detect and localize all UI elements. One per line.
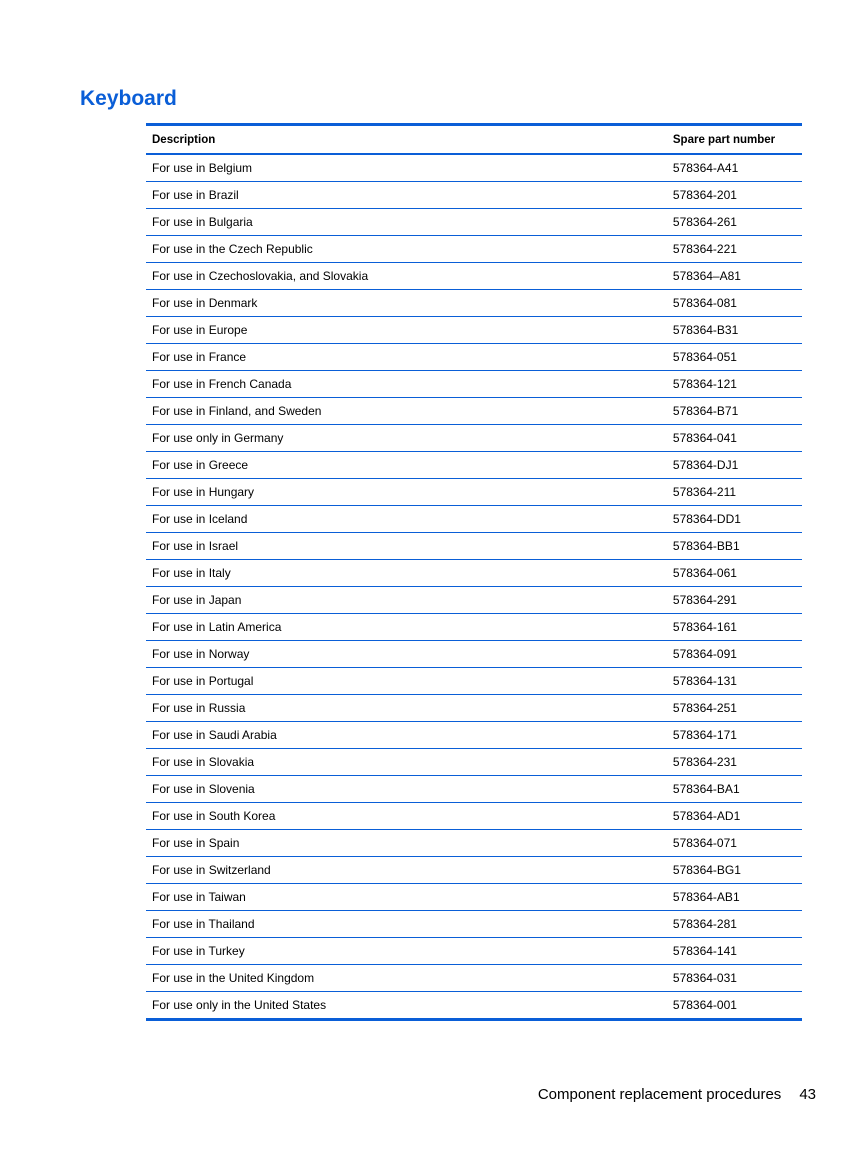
part-description-cell: For use in Europe	[146, 317, 667, 344]
spare-part-number-cell: 578364-DD1	[667, 506, 802, 533]
spare-part-number-cell: 578364-031	[667, 965, 802, 992]
spare-part-number-cell: 578364-141	[667, 938, 802, 965]
part-description-cell: For use in Saudi Arabia	[146, 722, 667, 749]
table-row	[146, 668, 802, 695]
part-description-cell: For use in Japan	[146, 587, 667, 614]
spare-part-number-cell: 578364-251	[667, 695, 802, 722]
part-description-cell: For use only in the United States	[152, 998, 327, 1012]
table-row	[146, 506, 802, 533]
spare-part-number-cell: 578364-131	[667, 668, 802, 695]
spare-part-number-cell: 578364-231	[667, 749, 802, 776]
table-row	[146, 722, 802, 749]
spare-part-number-cell: 578364-B71	[667, 398, 802, 425]
spare-part-number-cell: 578364-211	[667, 479, 802, 506]
page-footer	[538, 1085, 816, 1105]
table-row	[146, 317, 802, 344]
spare-part-number-cell: 578364-281	[667, 911, 802, 938]
table-row	[146, 992, 802, 1020]
part-description-cell: For use in Norway	[146, 641, 667, 668]
table-row	[146, 695, 802, 722]
table-row	[146, 452, 802, 479]
spare-part-number-cell: 578364-AB1	[667, 884, 802, 911]
table-row	[146, 614, 802, 641]
part-description-cell: For use in Spain	[146, 830, 667, 857]
table-row	[146, 209, 802, 236]
table-row	[146, 938, 802, 965]
spare-part-number-cell: 578364-201	[667, 182, 802, 209]
part-description-cell: For use in Brazil	[146, 182, 667, 209]
part-description-cell: For use in the United Kingdom	[146, 965, 667, 992]
spare-part-number-cell: 578364-DJ1	[667, 452, 802, 479]
table-row	[146, 803, 802, 830]
part-description-cell: For use in French Canada	[146, 371, 667, 398]
spare-part-number-cell: 578364-BA1	[667, 776, 802, 803]
spare-part-number-cell: 578364-081	[667, 290, 802, 317]
table-row	[146, 263, 802, 290]
part-description-cell: For use in Finland, and Sweden	[146, 398, 667, 425]
part-description-cell: For use in Taiwan	[146, 884, 667, 911]
spare-part-number-cell: 578364-BB1	[667, 533, 802, 560]
spare-part-number-cell: 578364-001	[672, 998, 737, 1012]
part-description-cell: For use in Slovenia	[146, 776, 667, 803]
table-row	[146, 371, 802, 398]
table-row	[146, 965, 802, 992]
part-description-cell: For use in Switzerland	[146, 857, 667, 884]
table-row	[146, 911, 802, 938]
part-description-cell: For use in Turkey	[146, 938, 667, 965]
table-header-row	[146, 125, 802, 155]
table-row	[146, 425, 802, 452]
column-header-spare-part-number: Spare part number	[667, 125, 802, 155]
table-row	[146, 290, 802, 317]
table-row	[146, 344, 802, 371]
spare-part-number-cell: 578364-291	[667, 587, 802, 614]
spare-part-number-cell: 578364-A41	[667, 154, 802, 182]
part-description-cell: For use in Greece	[146, 452, 667, 479]
table-row	[146, 749, 802, 776]
table-row	[146, 479, 802, 506]
spare-part-number-cell: 578364-171	[667, 722, 802, 749]
part-description-cell: For use in Iceland	[146, 506, 667, 533]
table-row	[146, 587, 802, 614]
spare-part-number-cell: 578364-BG1	[667, 857, 802, 884]
spare-part-number-cell: 578364-B31	[667, 317, 802, 344]
spare-part-number-cell: 578364-121	[667, 371, 802, 398]
table-row	[146, 398, 802, 425]
spare-part-number-cell: 578364-041	[667, 425, 802, 452]
footer-chapter-title: Component replacement procedures	[537, 1086, 782, 1103]
spare-part-number-cell: 578364-061	[667, 560, 802, 587]
table-row	[146, 830, 802, 857]
table-row	[146, 533, 802, 560]
part-description-cell: For use in Denmark	[146, 290, 667, 317]
table-row	[146, 857, 802, 884]
page-number: 43	[799, 1086, 816, 1103]
table-row	[146, 641, 802, 668]
table-row	[146, 182, 802, 209]
spare-part-number-cell: 578364-161	[667, 614, 802, 641]
spare-part-number-cell: 578364-051	[667, 344, 802, 371]
spare-parts-table	[146, 123, 802, 1021]
part-description-cell: For use in South Korea	[146, 803, 667, 830]
part-description-cell: For use in France	[146, 344, 667, 371]
part-description-cell: For use in Belgium	[146, 154, 667, 182]
spare-part-number-cell: 578364-221	[667, 236, 802, 263]
part-description-cell: For use in Portugal	[146, 668, 667, 695]
part-description-cell: For use only in Germany	[146, 425, 667, 452]
spare-part-number-cell: 578364-AD1	[667, 803, 802, 830]
spare-part-number-cell: 578364-071	[667, 830, 802, 857]
part-description-cell: For use in Bulgaria	[146, 209, 667, 236]
table-row	[146, 236, 802, 263]
part-description-cell: For use in Israel	[146, 533, 667, 560]
spare-part-number-cell: 578364-091	[667, 641, 802, 668]
table-row	[146, 776, 802, 803]
table-row	[146, 560, 802, 587]
part-description-cell: For use in Slovakia	[146, 749, 667, 776]
table-row	[146, 154, 802, 182]
part-description-cell: For use in Latin America	[146, 614, 667, 641]
part-description-cell: For use in Czechoslovakia, and Slovakia	[146, 263, 667, 290]
spare-part-number-cell: 578364–A81	[667, 263, 802, 290]
part-description-cell: For use in Thailand	[146, 911, 667, 938]
part-description-cell: For use in Russia	[146, 695, 667, 722]
part-description-cell: For use in Hungary	[146, 479, 667, 506]
part-description-cell: For use in Italy	[146, 560, 667, 587]
spare-part-number-cell: 578364-261	[667, 209, 802, 236]
column-header-description: Description	[146, 125, 667, 155]
table-body	[146, 154, 802, 1020]
part-description-cell: For use in the Czech Republic	[146, 236, 667, 263]
table-row	[146, 884, 802, 911]
page-title: Keyboard	[80, 87, 177, 110]
table-header	[146, 125, 802, 155]
